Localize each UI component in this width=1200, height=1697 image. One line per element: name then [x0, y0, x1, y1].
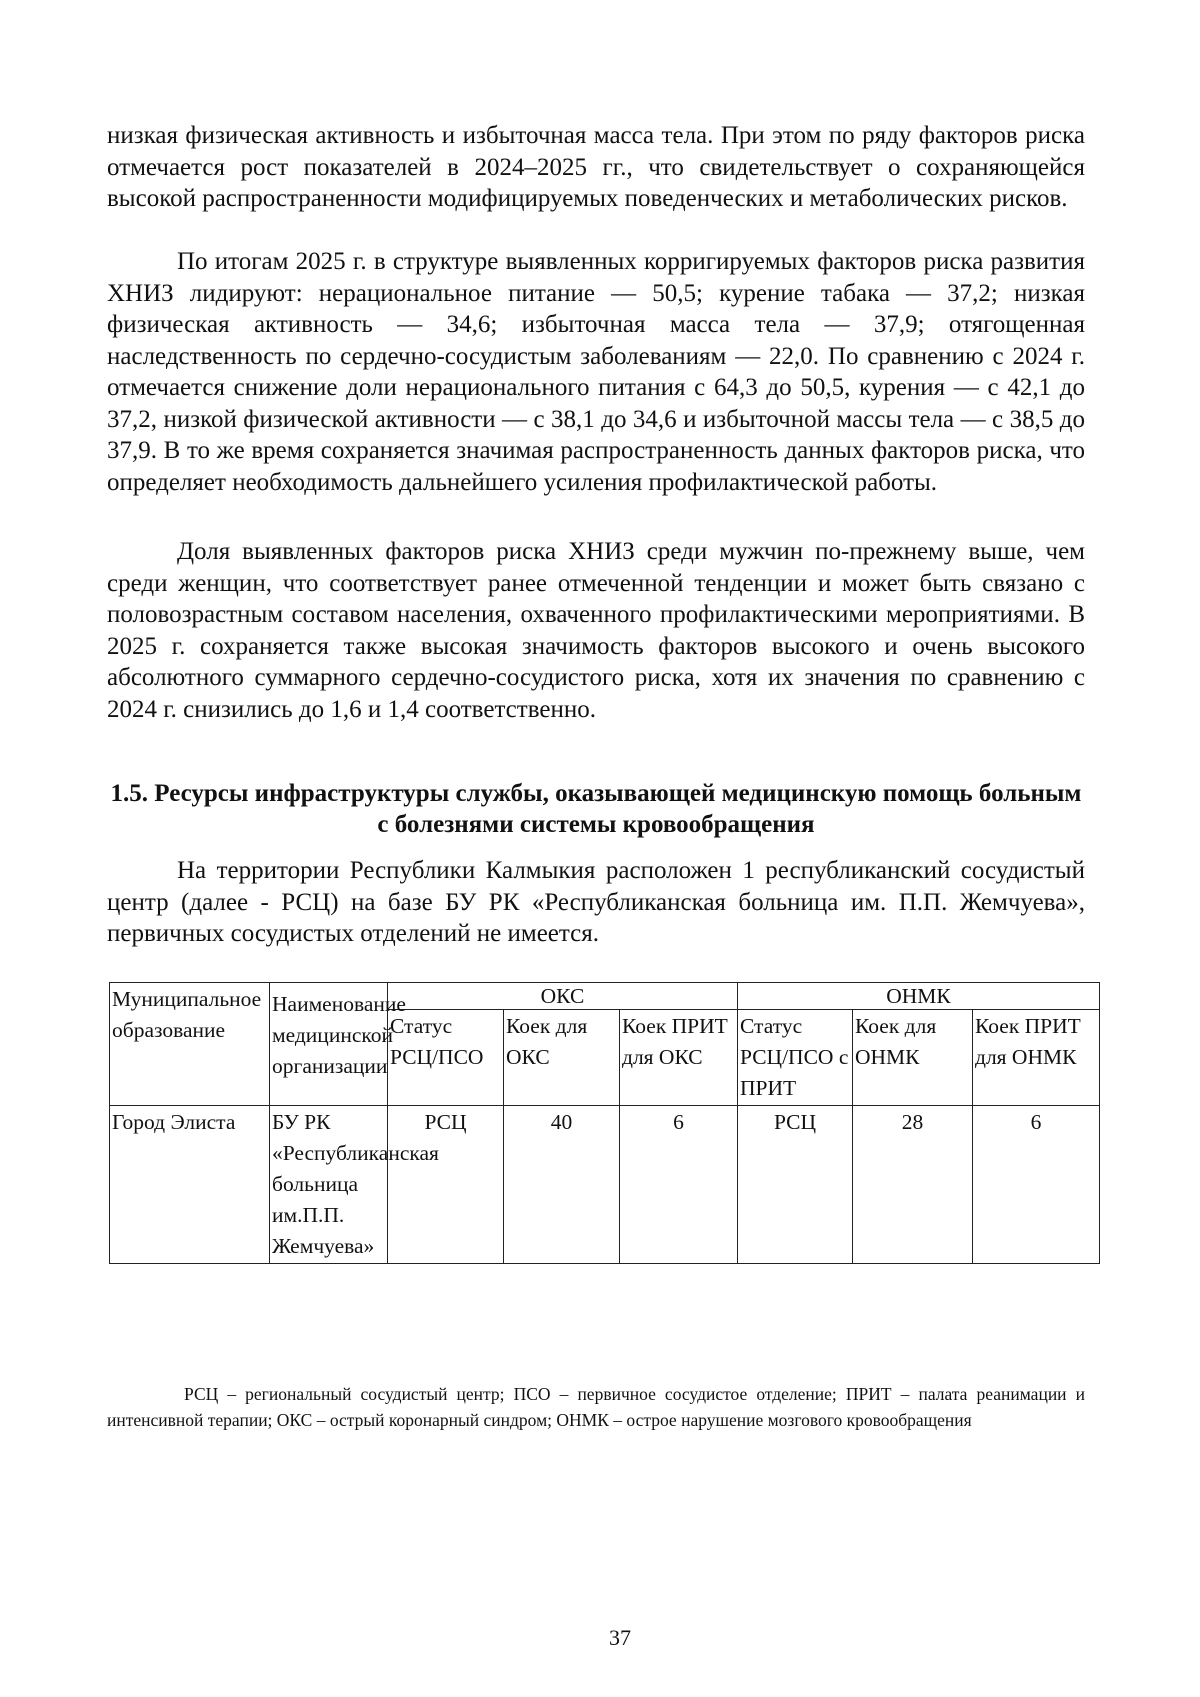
infrastructure-table: [109, 982, 1100, 1264]
page-number: 37: [609, 1625, 631, 1650]
header-onmk-status: Статус РСЦ/ПСО с ПРИТ: [738, 1010, 853, 1106]
paragraph-risk-factors-intro: низкая физическая активность и избыточная масса тела. При этом по ряду факторов риска отмечается рост показателей в 2024–2025 гг., что свидетельствует о сохраняющейся высокой распространенности модифицируемых поведенческих и метаболических рисков.: [107, 122, 1085, 212]
paragraph-vascular-center: На территории Республики Калмыкия расположен 1 республиканский сосудистый центр (далее - РСЦ) на базе БУ РК «Республиканская больница им. П.П. Жемчуева», первичных сосудистых отделений не имеется.: [107, 857, 1085, 947]
table-row: [110, 1106, 1100, 1264]
table-header-row-group: [110, 983, 1100, 1010]
cell-onmk-status: РСЦ: [738, 1106, 853, 1264]
cell-oks-prit: 6: [620, 1106, 738, 1264]
cell-onmk-beds: 28: [853, 1106, 973, 1264]
cell-oks-beds: 40: [504, 1106, 620, 1264]
header-onmk-group: ОНМК: [738, 983, 1100, 1010]
header-onmk-prit: Коек ПРИТ для ОНМК: [973, 1010, 1100, 1106]
header-municipality: Муниципальное образование: [110, 983, 270, 1106]
paragraph-risk-factors-gender: Доля выявленных факторов риска ХНИЗ среди мужчин по-прежнему выше, чем среди женщин, что соответствует ранее отмеченной тенденции и может быть связано с половозрастным составом населения, охваченного профилактическими мероприятиями. В 2025 г. сохраняется также высокая значимость факторов высокого и очень высокого абсолютного суммарного сердечно-сосудистого риска, хотя их значения по сравнению с 2024 г. снизились до 1,6 и 1,4 соответственно.: [107, 538, 1085, 723]
header-oks-status: Статус РСЦ/ПСО: [388, 1010, 504, 1106]
cell-organization: БУ РК «Республиканская больница им.П.П. Жемчуева»: [270, 1106, 388, 1264]
header-onmk-beds: Коек для ОНМК: [853, 1010, 973, 1106]
header-oks-group: ОКС: [388, 983, 738, 1010]
header-oks-beds: Коек для ОКС: [504, 1010, 620, 1106]
cell-municipality: Город Элиста: [110, 1106, 270, 1264]
table-footnote: РСЦ – региональный сосудистый центр; ПСО – первичное сосудистое отделение; ПРИТ – палата реанимации и интенсивной терапии; ОКС – острый коронарный синдром; ОНМК – острое нарушение мозгового кровообращения: [107, 1384, 1085, 1430]
section-heading: 1.5. Ресурсы инфраструктуры службы, оказывающей медицинскую помощь больным с болезнями системы кровообращения: [110, 780, 1082, 838]
header-oks-prit: Коек ПРИТ для ОКС: [620, 1010, 738, 1106]
header-organization: Наименование медицинской организации: [270, 983, 388, 1106]
cell-onmk-prit: 6: [973, 1106, 1100, 1264]
paragraph-risk-factors-2025: По итогам 2025 г. в структуре выявленных корригируемых факторов риска развития ХНИЗ лидируют: нерациональное питание — 50,5; курение табака — 37,2; низкая физическая активность — 34,6; избыточная масса тела — 37,9; отягощенная наследственность по сердечно-сосудистым заболеваниям — 22,0. По сравнению с 2024 г. отмечается снижение доли нерационального питания с 64,3 до 50,5, курения — с 42,1 до 37,2, низкой физической активности — с 38,1 до 34,6 и избыточной массы тела — с 38,5 до 37,9. В то же время сохраняется значимая распространенность данных факторов риска, что определяет необходимость дальнейшего усиления профилактической работы.: [107, 248, 1085, 496]
cell-oks-status: РСЦ: [388, 1106, 504, 1264]
